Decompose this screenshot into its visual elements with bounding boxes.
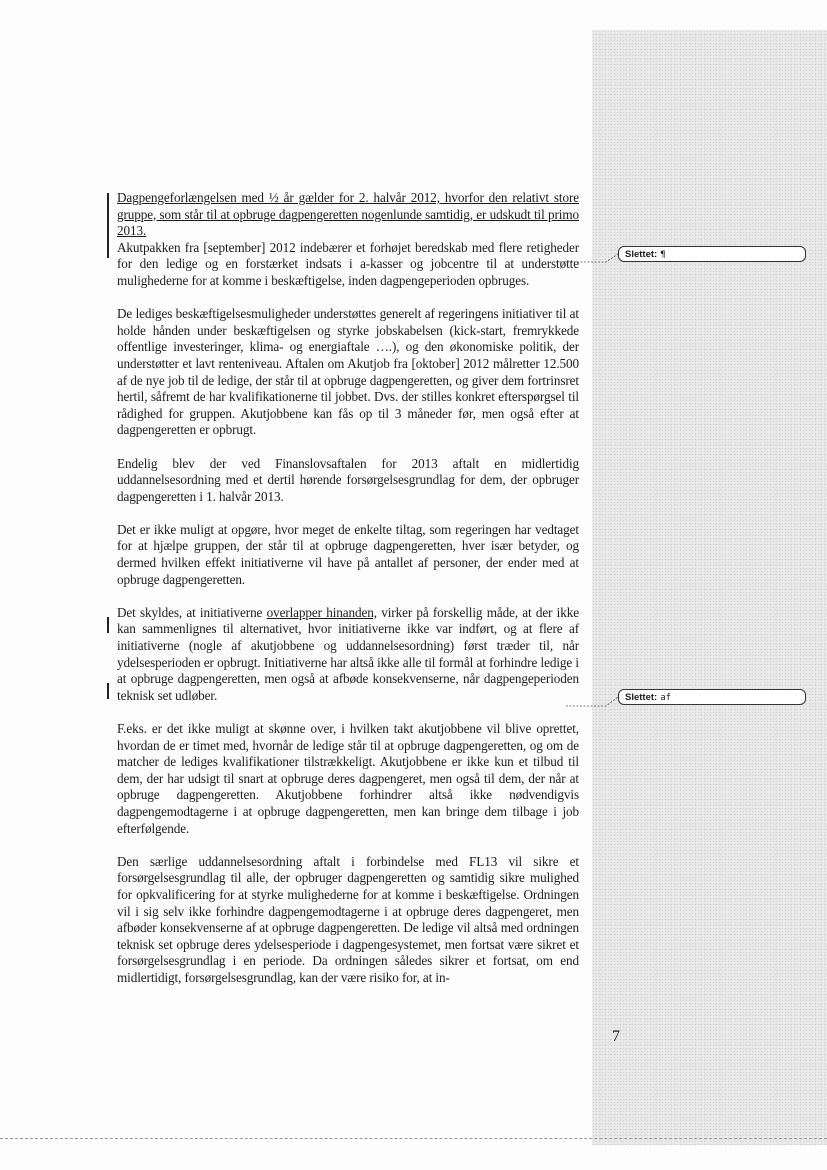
paragraph: F.eks. er det ikke muligt at skønne over, i hvilken takt akutjobbene vil blive oprettet, hvordan de er timet med, hvornår de ledige står til at opbruge dagpengeretten, og om de matcher de lediges kvalifikationer tilstrækkeligt. Akutjobbene er ikke kun et tilbud til dem, der har udsigt til snart at opbruge deres dagpengeret, men også til dem, der når at opbruge dagpengeretten. Akutjobbene forhindrer altså ikke nødvendigvis dagpengemodtagerne i at opbruge dagpengeretten, men kan bringe dem tilbage i job efterfølgende. xyxy=(117,721,579,836)
inserted-paragraph: Dagpengeforlængelsen med ½ år gælder for 2. halvår 2012, hvorfor den relativt store gruppe, som står til at opbruge dagpengeretten nogenlunde samtidig, er udskudt til primo 2013. xyxy=(117,190,579,239)
comment-label: Slettet: xyxy=(625,692,658,703)
page-bottom-rule xyxy=(0,1138,827,1139)
paragraph: Den særlige uddannelsesordning aftalt i forbindelse med FL13 vil sikre et forsørgelsesgrundlag til alle, der opbruger dagpengeretten og samtidig sikre mulighed for opkvalificering for at styrke mulighederne for at komme i beskæftigelse. Ordningen vil i sig selv ikke forhindre dagpengemodtagerne i at opbruge deres dagpengeret, men afbøder konsekvenserne af at opbruge dagpengeretten. De ledige vil altså med ordningen teknisk set opbruge deres ydelsesperiode i dagpengesystemet, men fortsat være sikret et forsørgelsesgrundlag i en periode. Da ordningen således sikrer et fortsat, om end midlertidigt, forsørgelsesgrundlag, kan der være risiko for, at in- xyxy=(117,853,579,985)
comment-content: af xyxy=(660,693,672,703)
inserted-text: overlapper hinanden, xyxy=(266,604,377,620)
comment-content: ¶ xyxy=(660,250,666,260)
paragraph: Akutpakken fra [september] 2012 indebærer et forhøjet beredskab med flere retigheder for den ledige og en forstærket indsats i a-kasser og jobcentre til at understøtte mulighederne for at komme i beskæftigelse, inden dagpengeperioden opbruges. xyxy=(117,239,579,288)
change-bar xyxy=(107,683,109,699)
deleted-comment-balloon[interactable] xyxy=(618,689,806,705)
document-body xyxy=(117,190,579,1003)
page-number: 7 xyxy=(612,1028,620,1045)
comment-label: Slettet: xyxy=(625,249,658,260)
paragraph: Det er ikke muligt at opgøre, hvor meget de enkelte tiltag, som regeringen har vedtaget for at hjælpe gruppen, der står til at opbruge dagpengeretten, hver især betyder, og dermed hvilken effekt initiativerne vil have på antallet af personer, der ender med at opbruge dagpengeretten. xyxy=(117,521,579,587)
paragraph: Endelig blev der ved Finanslovsaftalen for 2013 aftalt en midlertidig uddannelsesordning med et dertil hørende forsørgelsesgrundlag for dem, der opbruger dagpengeretten i 1. halvår 2013. xyxy=(117,455,579,504)
change-bar xyxy=(107,193,109,258)
markup-pane xyxy=(592,30,827,1145)
paragraph-text: Det skyldes, at initiativerne xyxy=(117,604,267,620)
paragraph: De lediges beskæftigelsesmuligheder understøttes generelt af regeringens initiativer til at holde hånden under beskæftigelsen og styrke jobskabelsen (kick-start, fremrykkede offentlige investeringer, klima- og energiaftale ….), og den økonomiske politik, der understøtter et lavt renteniveau. Aftalen om Akutjob fra [oktober] 2012 målretter 12.500 af de nye job til de ledige, der står til at opbruge dagpengeretten, og giver dem fortrinsret hertil, såfremt de har kvalifikationerne til jobbet. Dvs. der stilles konkret efterspørgsel til rådighed for gruppen. Akutjobbene kan fås op til 3 måneder før, men også efter at dagpengeretten er opbrugt. xyxy=(117,306,579,438)
paragraph xyxy=(117,605,579,705)
deleted-comment-balloon[interactable] xyxy=(618,246,806,262)
paragraph-text: virker på forskellig måde, at der ikke kan sammenlignes til alternativet, hvor initiativerne ikke var indført, og at flere af initiativerne (nogle af akutjobbene og uddannelsesordning) først træder til, når ydelsesperioden er opbrugt. Initiativerne har altså ikke alle til formål at forhindre ledige i at opbruge dagpengeretten, men også at afbøde konsekvenserne, når dagpengeperioden teknisk set udløber. xyxy=(117,604,579,703)
change-bar xyxy=(107,617,109,633)
